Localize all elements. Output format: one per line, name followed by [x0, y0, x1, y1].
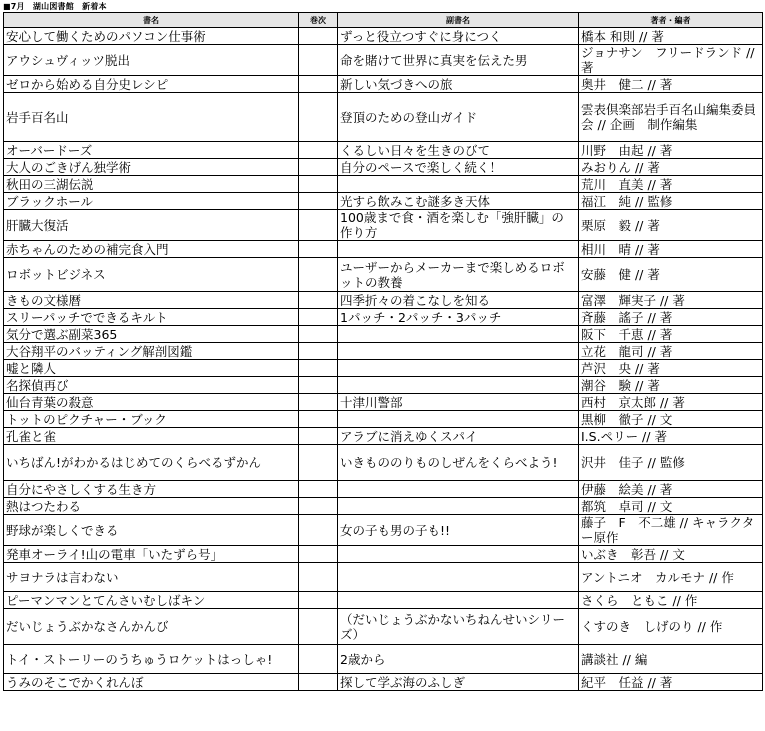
author-cell: みおりん // 著 [579, 159, 763, 176]
book-title-cell: オーバードーズ [4, 142, 299, 159]
volume-cell [299, 411, 338, 428]
subtitle-cell: 登頂のための登山ガイド [338, 93, 579, 142]
subtitle-cell: 100歳まで食・酒を楽しむ「強肝臓」の作り方 [338, 210, 579, 241]
book-title-cell: スリーパッチでできるキルト [4, 309, 299, 326]
author-cell: いぶき 彰吾 // 文 [579, 546, 763, 563]
subtitle-cell [338, 377, 579, 394]
volume-cell [299, 28, 338, 45]
volume-cell [299, 343, 338, 360]
volume-cell [299, 193, 338, 210]
author-cell: くすのき しげのり // 作 [579, 609, 763, 645]
book-title-cell: 自分にやさしくする生き方 [4, 481, 299, 498]
subtitle-cell: 自分のペースで楽しく続く！ [338, 159, 579, 176]
volume-cell [299, 428, 338, 445]
book-title-cell: 気分で選ぶ副菜365 [4, 326, 299, 343]
volume-cell [299, 326, 338, 343]
author-cell: 福江 純 // 監修 [579, 193, 763, 210]
book-title-cell: 安心して働くためのパソコン仕事術 [4, 28, 299, 45]
subtitle-cell: （だいじょうぶかないちねんせいシリーズ） [338, 609, 579, 645]
volume-cell [299, 592, 338, 609]
header-author: 著者・編者 [579, 13, 763, 28]
book-title-cell: 大人のごきげん独学術 [4, 159, 299, 176]
book-title-cell: きもの文様暦 [4, 292, 299, 309]
volume-cell [299, 241, 338, 258]
table-row [4, 411, 763, 428]
table-row [4, 326, 763, 343]
subtitle-cell [338, 176, 579, 193]
list-caption: ■7月 湖山図書館 新着本 [3, 2, 107, 11]
table-row [4, 394, 763, 411]
table-row [4, 360, 763, 377]
author-cell: 奥井 健二 // 著 [579, 76, 763, 93]
subtitle-cell [338, 498, 579, 515]
book-title-cell: ブラックホール [4, 193, 299, 210]
volume-cell [299, 360, 338, 377]
table-row [4, 343, 763, 360]
subtitle-cell: 1パッチ・2パッチ・3パッチ [338, 309, 579, 326]
book-title-cell: 名探偵再び [4, 377, 299, 394]
volume-cell [299, 159, 338, 176]
author-cell: 川野 由起 // 著 [579, 142, 763, 159]
subtitle-cell: 探して学ぶ海のふしぎ [338, 674, 579, 691]
author-cell: アントニオ カルモナ // 作 [579, 563, 763, 592]
subtitle-cell [338, 241, 579, 258]
table-row [4, 377, 763, 394]
book-title-cell: 肝臓大復活 [4, 210, 299, 241]
table-row [4, 193, 763, 210]
book-title-cell: 秋田の三湖伝説 [4, 176, 299, 193]
subtitle-cell: くるしい日々を生きのびて [338, 142, 579, 159]
author-cell: 紀平 任益 // 著 [579, 674, 763, 691]
author-cell: ジョナサン フリードランド // 著 [579, 45, 763, 76]
table-row [4, 592, 763, 609]
author-cell: 沢井 佳子 // 監修 [579, 445, 763, 481]
book-title-cell: 赤ちゃんのための補完食入門 [4, 241, 299, 258]
volume-cell [299, 176, 338, 193]
volume-cell [299, 76, 338, 93]
author-cell: 西村 京太郎 // 著 [579, 394, 763, 411]
book-title-cell: ゼロから始める自分史レシピ [4, 76, 299, 93]
table-row [4, 292, 763, 309]
book-title-cell: 野球が楽しくできる [4, 515, 299, 546]
author-cell: 荒川 直美 // 著 [579, 176, 763, 193]
author-cell: 斉藤 謠子 // 著 [579, 309, 763, 326]
table-row [4, 309, 763, 326]
table-row [4, 159, 763, 176]
subtitle-cell: 光すら飲みこむ謎多き天体 [338, 193, 579, 210]
volume-cell [299, 258, 338, 292]
subtitle-cell [338, 592, 579, 609]
table-row [4, 563, 763, 592]
table-row [4, 76, 763, 93]
table-row [4, 176, 763, 193]
header-title: 書名 [4, 13, 299, 28]
book-title-cell: だいじょうぶかなさんかんび [4, 609, 299, 645]
author-cell: 潮谷 験 // 著 [579, 377, 763, 394]
table-row [4, 609, 763, 645]
author-cell: 芦沢 央 // 著 [579, 360, 763, 377]
volume-cell [299, 142, 338, 159]
author-cell: 阪下 千恵 // 著 [579, 326, 763, 343]
book-title-cell: 発車オーライ!山の電車「いたずら号」 [4, 546, 299, 563]
table-row [4, 546, 763, 563]
author-cell: さくら ともこ // 作 [579, 592, 763, 609]
author-cell: 講談社 // 編 [579, 645, 763, 674]
subtitle-cell [338, 326, 579, 343]
subtitle-cell: ずっと役立つすぐに身につく [338, 28, 579, 45]
volume-cell [299, 292, 338, 309]
subtitle-cell: 十津川警部 [338, 394, 579, 411]
header-row [4, 13, 763, 28]
volume-cell [299, 45, 338, 76]
subtitle-cell [338, 343, 579, 360]
subtitle-cell: 命を賭けて世界に真実を伝えた男 [338, 45, 579, 76]
subtitle-cell: 四季折々の着こなしを知る [338, 292, 579, 309]
subtitle-cell [338, 360, 579, 377]
volume-cell [299, 210, 338, 241]
table-row [4, 142, 763, 159]
table-row [4, 445, 763, 481]
subtitle-cell: いきもののりものしぜんをくらべよう! [338, 445, 579, 481]
author-cell: 黒柳 徹子 // 文 [579, 411, 763, 428]
volume-cell [299, 309, 338, 326]
subtitle-cell: 女の子も男の子も!! [338, 515, 579, 546]
volume-cell [299, 481, 338, 498]
author-cell: 栗原 毅 // 著 [579, 210, 763, 241]
book-title-cell: サヨナラは言わない [4, 563, 299, 592]
table-row [4, 241, 763, 258]
volume-cell [299, 394, 338, 411]
volume-cell [299, 498, 338, 515]
book-title-cell: 孔雀と雀 [4, 428, 299, 445]
table-row [4, 674, 763, 691]
author-cell: 立花 龍司 // 著 [579, 343, 763, 360]
subtitle-cell [338, 481, 579, 498]
header-subtitle: 副書名 [338, 13, 579, 28]
book-title-cell: 仙台青葉の殺意 [4, 394, 299, 411]
table-row [4, 481, 763, 498]
table-row [4, 210, 763, 241]
table-row [4, 515, 763, 546]
author-cell: 富澤 輝実子 // 著 [579, 292, 763, 309]
author-cell: 橋本 和則 // 著 [579, 28, 763, 45]
book-title-cell: 大谷翔平のバッティング解剖図鑑 [4, 343, 299, 360]
book-title-cell: 熱はつたわる [4, 498, 299, 515]
author-cell: 藤子 F 不二雄 // キャラクター原作 [579, 515, 763, 546]
volume-cell [299, 609, 338, 645]
author-cell: 雲表倶楽部岩手百名山編集委員会 // 企画 制作編集 [579, 93, 763, 142]
volume-cell [299, 645, 338, 674]
volume-cell [299, 546, 338, 563]
table-row [4, 645, 763, 674]
book-title-cell: いちばん!がわかるはじめてのくらべるずかん [4, 445, 299, 481]
author-cell: 安藤 健 // 著 [579, 258, 763, 292]
volume-cell [299, 515, 338, 546]
book-title-cell: 嘘と隣人 [4, 360, 299, 377]
subtitle-cell: ユーザーからメーカーまで楽しめるロボットの教養 [338, 258, 579, 292]
book-title-cell: アウシュヴィッツ脱出 [4, 45, 299, 76]
volume-cell [299, 93, 338, 142]
author-cell: 都筑 卓司 // 文 [579, 498, 763, 515]
book-title-cell: ロボットビジネス [4, 258, 299, 292]
subtitle-cell: 新しい気づきへの旅 [338, 76, 579, 93]
book-title-cell: ピーマンマンとてんさいむしばキン [4, 592, 299, 609]
author-cell: 相川 晴 // 著 [579, 241, 763, 258]
table-row [4, 45, 763, 76]
table-row [4, 498, 763, 515]
book-title-cell: トイ・ストーリーのうちゅうロケットはっしゃ! [4, 645, 299, 674]
new-books-table [3, 12, 763, 691]
book-title-cell: うみのそこでかくれんぼ [4, 674, 299, 691]
volume-cell [299, 674, 338, 691]
table-row [4, 258, 763, 292]
volume-cell [299, 563, 338, 592]
table-row [4, 93, 763, 142]
subtitle-cell [338, 546, 579, 563]
subtitle-cell: アラブに消えゆくスパイ [338, 428, 579, 445]
subtitle-cell: 2歳から [338, 645, 579, 674]
subtitle-cell [338, 563, 579, 592]
volume-cell [299, 445, 338, 481]
author-cell: 伊藤 絵美 // 著 [579, 481, 763, 498]
table-row [4, 428, 763, 445]
subtitle-cell [338, 411, 579, 428]
book-title-cell: 岩手百名山 [4, 93, 299, 142]
header-volume: 巻次 [299, 13, 338, 28]
author-cell: I.S.ペリー // 著 [579, 428, 763, 445]
book-title-cell: トットのピクチャー・ブック [4, 411, 299, 428]
table-row [4, 28, 763, 45]
volume-cell [299, 377, 338, 394]
